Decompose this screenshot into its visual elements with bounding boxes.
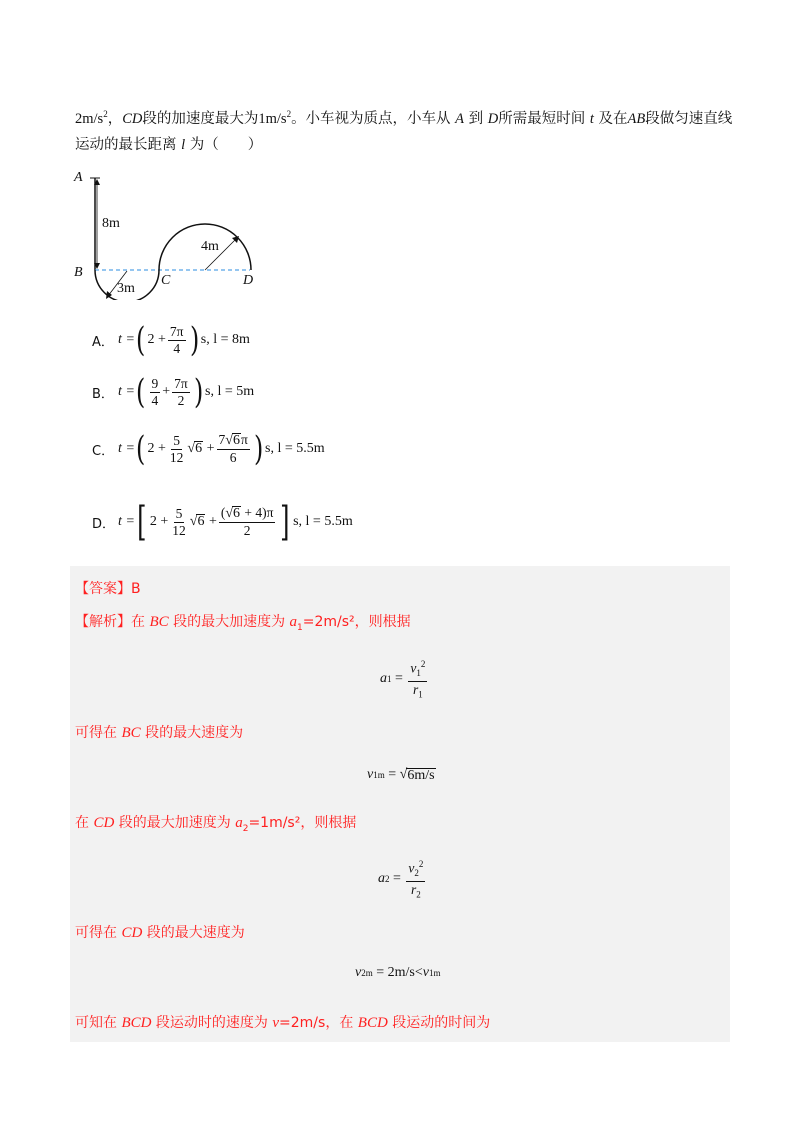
label-a: A — [74, 170, 83, 185]
label-b: B — [74, 265, 83, 280]
analysis-line-1: 【解析】在 BC 段的最大加速度为 $a_1=2m/s^2$，则根据 — [75, 614, 411, 633]
option-b[interactable]: B． t = ( $\frac{9}{4}$ + $\frac{7\pi}{2}$ ) s, l = 5m — [92, 372, 255, 412]
label-c: C — [161, 273, 171, 288]
label-r-large: 4m — [201, 239, 219, 254]
equation-a1: a 1 = $\frac{v_1^2}{r_1}$ — [380, 656, 429, 703]
answer-line: 【答案】B — [75, 581, 141, 597]
option-a[interactable]: A． t = ( 2 + $\frac{7\pi}{4}$ ) s, l = 8m — [92, 320, 250, 360]
accel-cd-value: $1m/s^2$ — [258, 109, 292, 127]
option-d[interactable]: D． t = [ 2 + $\frac{5}{12}$ √6 + $\frac{(√6 + 4)\pi}{2}$ ] s, l = 5.5m — [92, 499, 353, 545]
track-diagram — [70, 170, 270, 304]
analysis-line-4: 可得在 CD 段的最大速度为 — [75, 925, 245, 941]
equation-v1m: v 1m = √ 6m/s — [367, 767, 435, 783]
analysis-line-5: 可知在 BCD 段运动时的速度为 v=2m/s，在 BCD 段运动的时间为 — [75, 1015, 491, 1031]
analysis-line-2: 可得在 BC 段的最大速度为 — [75, 725, 244, 741]
question-line-1: $2m/s^2$，CD段的加速度最大为$1m/s^2$。小车视为质点，小车从 A 到 D所需最短时间 t 及在AB段做匀速直线 — [75, 109, 733, 127]
label-d: D — [243, 273, 254, 288]
accel-bc-value: $2m/s^2$ — [75, 109, 108, 127]
question-line-2: 运动的最长距离 l 为（ ） — [75, 137, 263, 153]
analysis-line-3: 在 CD 段的最大加速度为 $a_2=1m/s^2$，则根据 — [75, 815, 357, 834]
equation-v2m: v 2m = 2m/s< v 1m — [355, 965, 441, 980]
option-c[interactable]: C． t = ( 2 + $\frac{5}{12}$ √6 + $\frac{7√6\pi}{6}$ ) s, l = 5.5m — [92, 429, 325, 469]
label-r-small: 3m — [117, 281, 135, 296]
equation-a2: a 2 = $\frac{v_2^2}{r_2}$ — [378, 856, 427, 903]
label-len-ab: 8m — [102, 216, 120, 231]
